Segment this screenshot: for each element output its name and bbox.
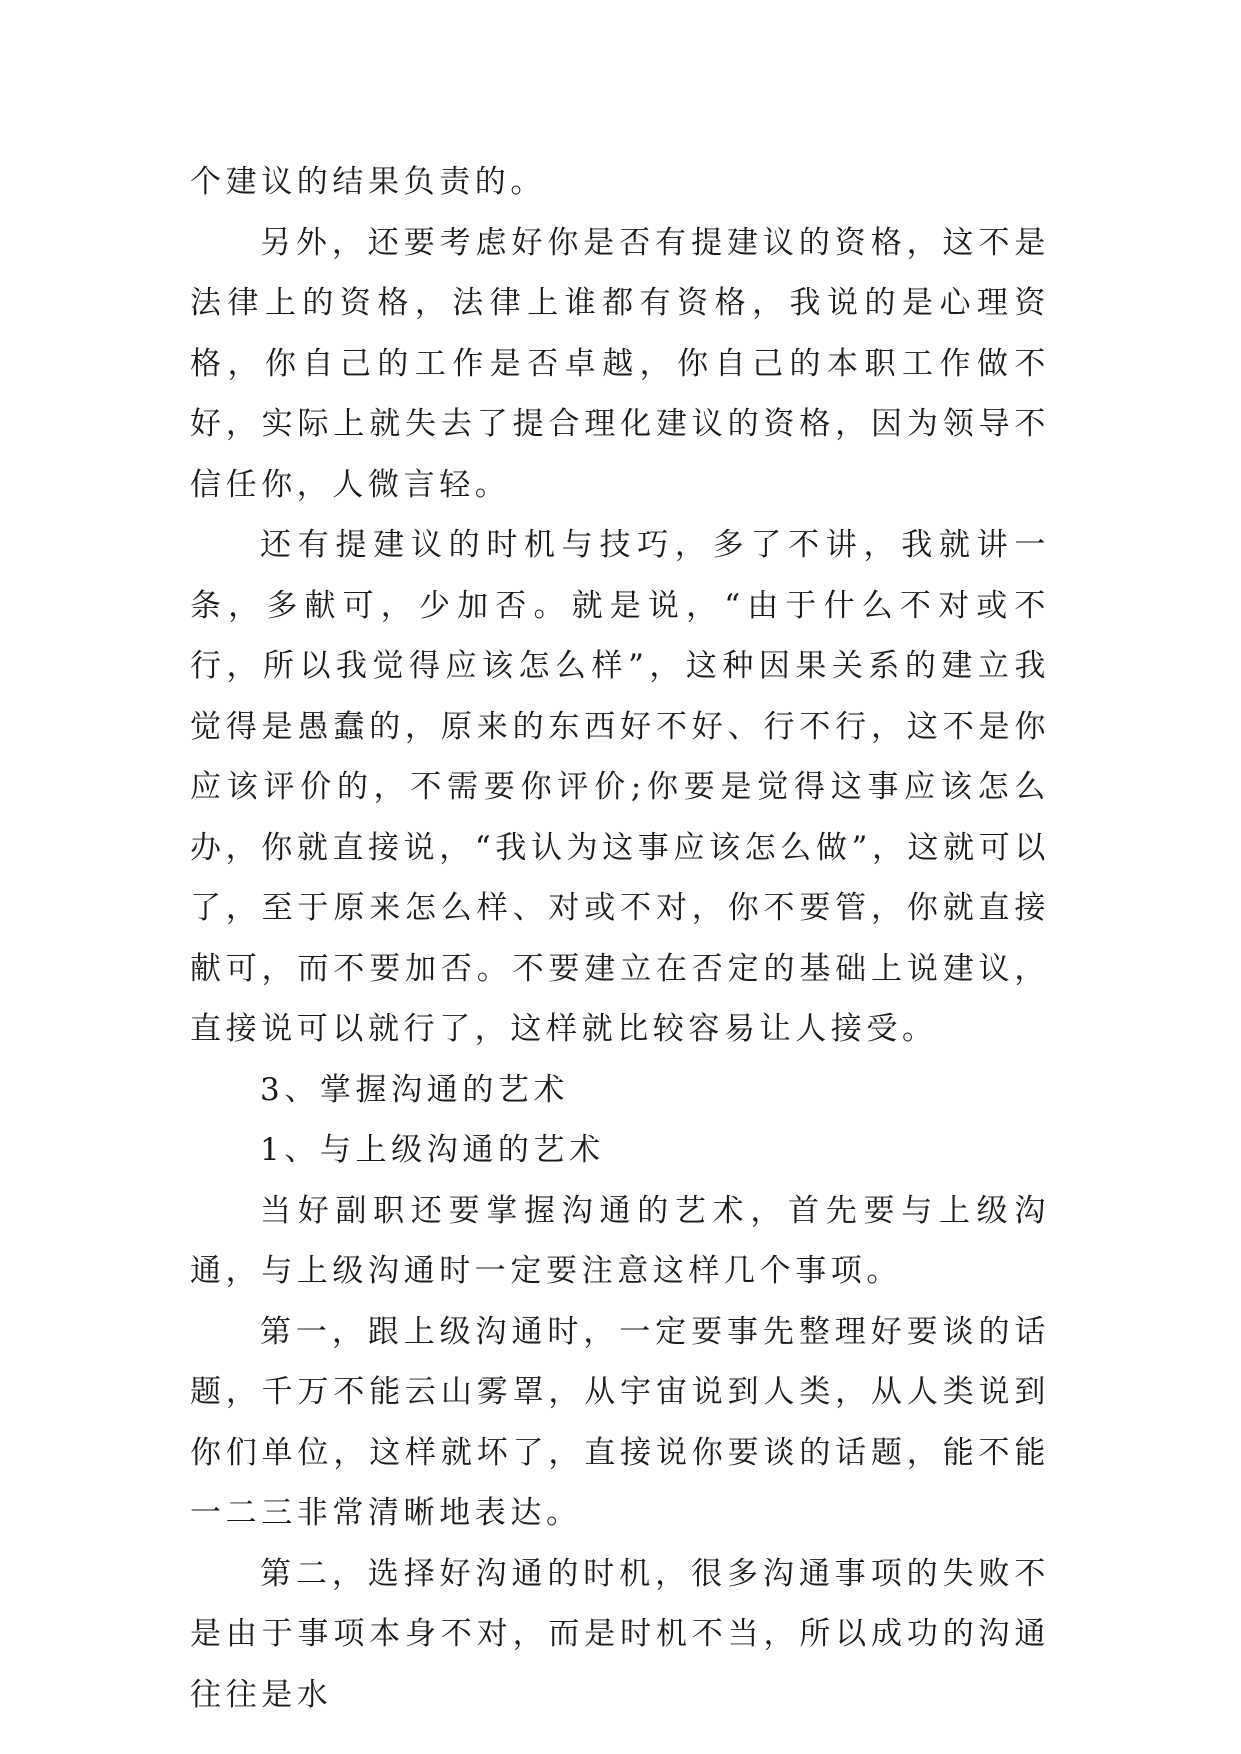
paragraph-qualification: 另外，还要考虑好你是否有提建议的资格，这不是法律上的资格，法律上谁都有资格，我说的是心理资格，你自己的工作是否卓越，你自己的本职工作做不好，实际上就失去了提合理化建议的资格，因为领导不信任你，人微言轻。 (190, 224, 1050, 503)
document-body (190, 152, 1050, 1725)
paragraph-point-second: 第二，选择好沟通的时机，很多沟通事项的失败不是由于事项本身不对，而是时机不当，所以成功的沟通往往是水 (190, 1555, 1050, 1713)
paragraph-continuation: 个建议的结果负责的。 (190, 164, 546, 200)
subsection-heading-superior-communication: 1、与上级沟通的艺术 (260, 1132, 605, 1168)
section-heading-communication-art: 3、掌握沟通的艺术 (260, 1071, 570, 1108)
paragraph-timing-technique: 还有提建议的时机与技巧，多了不讲，我就讲一条，多献可，少加否。就是说，“由于什么不对或不行，所以我觉得应该怎么样”，这种因果关系的建立我觉得是愚蠢的，原来的东西好不好、行不行，这不是你应该评价的，不需要你评价;你要是觉得这事应该怎么办，你就直接说，“我认为这事应该怎么做”，这就可以了，至于原来怎么样、对或不对，你不要管，你就直接献可，而不要加否。不要建立在否定的基础上说建议，直接说可以就行了，这样就比较容易让人接受。 (190, 527, 1050, 1047)
paragraph-communication-intro: 当好副职还要掌握沟通的艺术，首先要与上级沟通，与上级沟通时一定要注意这样几个事项。 (190, 1192, 1050, 1289)
paragraph-point-first: 第一，跟上级沟通时，一定要事先整理好要谈的话题，千万不能云山雾罩，从宇宙说到人类，从人类说到你们单位，这样就坏了，直接说你要谈的话题，能不能一二三非常清晰地表达。 (190, 1313, 1050, 1531)
